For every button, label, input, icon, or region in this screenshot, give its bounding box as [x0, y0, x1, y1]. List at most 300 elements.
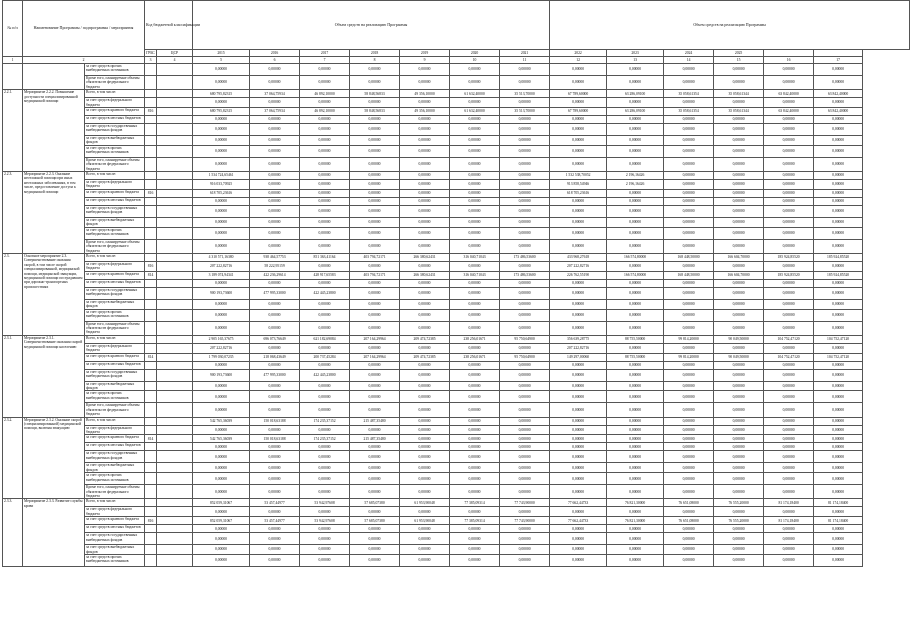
amount-cell: 0,00000 — [764, 451, 814, 463]
amount-cell: 852 059,31067 — [193, 517, 250, 525]
amount-cell: 0,00000 — [500, 555, 550, 567]
amount-cell: 0,00000 — [450, 343, 500, 353]
amount-cell: 0,00000 — [400, 403, 450, 417]
amount-cell: 900 193,73600 — [193, 287, 250, 299]
amount-cell: 0,00000 — [250, 172, 300, 180]
amount-cell: 0,00000 — [450, 180, 500, 190]
grbs-code: 816 — [145, 517, 157, 525]
amount-cell: 0,00000 — [714, 189, 764, 197]
csr-code — [157, 64, 193, 76]
amount-cell: 0,00000 — [607, 417, 664, 425]
amount-cell: 0,00000 — [664, 287, 714, 299]
csr-code — [157, 76, 193, 90]
amount-cell: 0,00000 — [450, 309, 500, 321]
amount-cell: 49 356,10000 — [400, 90, 450, 98]
table-row — [3, 180, 910, 190]
funding-source: за счет средств государственных внебюджетных фондов — [85, 369, 145, 381]
amount-cell: 0,00000 — [764, 172, 814, 180]
funding-source: Всего, в том числе: — [85, 499, 145, 507]
csr-code — [157, 381, 193, 391]
csr-code — [157, 108, 193, 116]
amount-cell: 0,00000 — [714, 435, 764, 443]
amount-cell: 0,00000 — [764, 227, 814, 239]
budget-table — [2, 0, 910, 567]
csr-code — [157, 172, 193, 180]
amount-cell: 0,00000 — [814, 391, 863, 403]
amount-cell: 0,00000 — [450, 473, 500, 485]
amount-cell: 0,00000 — [450, 545, 500, 555]
amount-cell: 0,00000 — [350, 98, 400, 108]
amount-cell: 0,00000 — [814, 309, 863, 321]
amount-cell: 209 474,72385 — [400, 353, 450, 361]
amount-cell: 0,00000 — [664, 525, 714, 533]
funding-source: Всего, в том числе: — [85, 335, 145, 343]
amount-cell: 0,00000 — [250, 533, 300, 545]
amount-cell: 35 058,61344 — [714, 90, 764, 98]
grbs-code — [145, 239, 157, 253]
amount-cell: 0,00000 — [814, 361, 863, 369]
column-index-cell: 5 — [193, 57, 250, 64]
amount-cell: 207 222,82716 — [193, 261, 250, 271]
amount-cell: 0,00000 — [607, 98, 664, 108]
grbs-code — [145, 391, 157, 403]
amount-cell: 0,00000 — [300, 64, 350, 76]
grbs-code — [145, 157, 157, 171]
csr-code — [157, 443, 193, 451]
csr-code — [157, 533, 193, 545]
amount-cell: 0,00000 — [714, 533, 764, 545]
amount-cell: 0,00000 — [764, 425, 814, 435]
amount-cell: 0,00000 — [400, 343, 450, 353]
amount-cell: 166 604,70000 — [714, 253, 764, 261]
amount-cell: 0,00000 — [300, 545, 350, 555]
amount-cell: 0,00000 — [350, 217, 400, 227]
column-index-cell: 7 — [300, 57, 350, 64]
table-row — [3, 545, 910, 555]
amount-cell: 0,00000 — [350, 116, 400, 124]
amount-cell: 0,00000 — [664, 343, 714, 353]
amount-cell: 0,00000 — [350, 525, 400, 533]
amount-cell: 0,00000 — [500, 136, 550, 146]
column-index-cell: 9 — [400, 57, 450, 64]
amount-cell: 0,00000 — [350, 189, 400, 197]
funding-source: за счет средств прочих внебюджетных источников — [85, 145, 145, 157]
table-row — [3, 299, 910, 309]
amount-cell: 76 555,20000 — [714, 499, 764, 507]
amount-cell: 0,00000 — [550, 197, 607, 205]
amount-cell: 0,00000 — [764, 76, 814, 90]
amount-cell: 81 174,18400 — [764, 499, 814, 507]
amount-cell: 916 033,70925 — [193, 180, 250, 190]
amount-cell: 0,00000 — [550, 417, 607, 425]
funding-source: Кроме того, планируемые объемы обязательств федерального бюджета — [85, 76, 145, 90]
row-number: 2.3.2. — [3, 417, 23, 499]
table-row — [3, 517, 910, 525]
amount-cell: 266 380,62431 — [400, 253, 450, 261]
amount-cell: 0,00000 — [400, 136, 450, 146]
amount-cell: 2 196,16426 — [607, 172, 664, 180]
amount-cell: 61 953,90048 — [400, 499, 450, 507]
amount-cell: 104 752,47120 — [764, 335, 814, 343]
amount-cell: 0,00000 — [500, 172, 550, 180]
amount-cell: 0,00000 — [714, 525, 764, 533]
amount-cell: 0,00000 — [607, 239, 664, 253]
amount-cell: 0,00000 — [193, 391, 250, 403]
funding-source: за счет средств федерального бюджета — [85, 180, 145, 190]
table-row — [3, 335, 910, 343]
table-row — [3, 485, 910, 499]
amount-cell: 0,00000 — [193, 443, 250, 451]
amount-cell: 0,00000 — [500, 299, 550, 309]
grbs-code — [145, 361, 157, 369]
grbs-code — [145, 525, 157, 533]
funding-source: за счет средств прочих внебюджетных источников — [85, 555, 145, 567]
funding-source: за счет средств внебюджетных фондов — [85, 381, 145, 391]
amount-cell: 0,00000 — [400, 172, 450, 180]
amount-cell: 0,00000 — [400, 369, 450, 381]
grbs-code — [145, 321, 157, 335]
amount-cell: 0,00000 — [350, 239, 400, 253]
grbs-code — [145, 417, 157, 425]
funding-source: за счет средств краевого бюджета — [85, 435, 145, 443]
grbs-code — [145, 145, 157, 157]
amount-cell: 58 848,56833 — [350, 108, 400, 116]
amount-cell: 0,00000 — [714, 64, 764, 76]
grbs-code — [145, 533, 157, 545]
amount-cell: 0,00000 — [714, 124, 764, 136]
amount-cell: 0,00000 — [450, 227, 500, 239]
amount-cell: 0,00000 — [814, 205, 863, 217]
amount-cell: 0,00000 — [607, 507, 664, 517]
amount-cell: 0,00000 — [764, 525, 814, 533]
amount-cell: 0,00000 — [500, 451, 550, 463]
amount-cell: 0,00000 — [764, 361, 814, 369]
amount-cell: 0,00000 — [250, 217, 300, 227]
amount-cell: 99 814,20000 — [664, 353, 714, 361]
amount-cell: 0,00000 — [500, 381, 550, 391]
amount-cell: 53 942,97608 — [300, 517, 350, 525]
funding-source: за счет средств федерального бюджета — [85, 98, 145, 108]
grbs-code — [145, 172, 157, 180]
amount-cell: 0,00000 — [664, 545, 714, 555]
amount-cell: 0,00000 — [400, 189, 450, 197]
amount-cell: 0,00000 — [300, 391, 350, 403]
amount-cell: 0,00000 — [300, 321, 350, 335]
amount-cell: 0,00000 — [500, 239, 550, 253]
amount-cell: 0,00000 — [607, 64, 664, 76]
amount-cell: 0,00000 — [607, 116, 664, 124]
amount-cell: 0,00000 — [450, 525, 500, 533]
funding-source: за счет средств прочих внебюджетных источников — [85, 227, 145, 239]
amount-cell: 0,00000 — [714, 116, 764, 124]
funding-source: за счет средств прочих внебюджетных источников — [85, 64, 145, 76]
amount-cell: 0,00000 — [607, 136, 664, 146]
row-number — [3, 64, 23, 90]
amount-cell: 46 892,10000 — [300, 90, 350, 98]
amount-cell: 0,00000 — [714, 309, 764, 321]
amount-cell: 0,00000 — [350, 205, 400, 217]
header-year: 2017 — [300, 50, 350, 57]
funding-source: Кроме того, планируемые объемы обязательств федерального бюджета — [85, 485, 145, 499]
amount-cell: 0,00000 — [193, 507, 250, 517]
grbs-code — [145, 545, 157, 555]
amount-cell: 0,00000 — [714, 227, 764, 239]
table-row — [3, 525, 910, 533]
amount-cell: 696 073,76649 — [250, 335, 300, 343]
table-row — [3, 145, 910, 157]
amount-cell: 0,00000 — [764, 533, 814, 545]
amount-cell: 0,00000 — [814, 473, 863, 485]
table-row — [3, 239, 910, 253]
amount-cell: 0,00000 — [664, 309, 714, 321]
csr-code — [157, 473, 193, 485]
amount-cell: 166 604,70000 — [714, 271, 764, 279]
amount-cell: 0,00000 — [300, 180, 350, 190]
grbs-code — [145, 98, 157, 108]
amount-cell: 0,00000 — [714, 425, 764, 435]
amount-cell: 0,00000 — [550, 309, 607, 321]
funding-source: за счет средств прочих внебюджетных источников — [85, 473, 145, 485]
amount-cell: 0,00000 — [400, 463, 450, 473]
amount-cell: 0,00000 — [300, 157, 350, 171]
csr-code — [157, 271, 193, 279]
amount-cell: 61 632,40000 — [450, 90, 500, 98]
csr-code — [157, 545, 193, 555]
column-index-cell: 15 — [714, 57, 764, 64]
amount-cell: 0,00000 — [714, 157, 764, 171]
amount-cell: 1 534 724,65461 — [193, 172, 250, 180]
amount-cell: 0,00000 — [250, 381, 300, 391]
amount-cell: 0,00000 — [664, 239, 714, 253]
amount-cell: 422 445,23800 — [300, 287, 350, 299]
grbs-code: 814 — [145, 353, 157, 361]
table-row — [3, 108, 910, 116]
funding-source: Кроме того, планируемые объемы обязательств федерального бюджета — [85, 239, 145, 253]
amount-cell: 0,00000 — [764, 545, 814, 555]
table-row — [3, 157, 910, 171]
amount-cell: 35 058,61354 — [664, 108, 714, 116]
amount-cell: 0,00000 — [607, 533, 664, 545]
amount-cell: 0,00000 — [550, 76, 607, 90]
amount-cell: 0,00000 — [814, 485, 863, 499]
grbs-code: 816 — [145, 261, 157, 271]
amount-cell: 0,00000 — [193, 76, 250, 90]
funding-source: Всего, в том числе: — [85, 172, 145, 180]
amount-cell: 0,00000 — [814, 279, 863, 287]
amount-cell: 0,00000 — [714, 197, 764, 205]
amount-cell: 35 058,61344 — [714, 108, 764, 116]
header-impl-b: Объем средств на реализацию Программы — [550, 1, 910, 50]
amount-cell: 0,00000 — [300, 443, 350, 451]
amount-cell: 477 995,33000 — [250, 369, 300, 381]
amount-cell: 0,00000 — [400, 217, 450, 227]
amount-cell: 0,00000 — [500, 485, 550, 499]
amount-cell: 0,00000 — [764, 473, 814, 485]
amount-cell: 0,00000 — [250, 227, 300, 239]
amount-cell: 0,00000 — [814, 197, 863, 205]
amount-cell: 0,00000 — [500, 425, 550, 435]
amount-cell: 0,00000 — [550, 287, 607, 299]
header-year: 2019 — [400, 50, 450, 57]
amount-cell: 0,00000 — [350, 287, 400, 299]
amount-cell: 0,00000 — [400, 473, 450, 485]
amount-cell: 852 059,31067 — [193, 499, 250, 507]
amount-cell: 0,00000 — [500, 545, 550, 555]
column-index-cell: 8 — [350, 57, 400, 64]
column-index-cell: 11 — [500, 57, 550, 64]
table-row — [3, 189, 910, 197]
amount-cell: 0,00000 — [550, 507, 607, 517]
amount-cell: 0,00000 — [764, 485, 814, 499]
amount-cell: 0,00000 — [500, 463, 550, 473]
amount-cell: 0,00000 — [400, 361, 450, 369]
csr-code — [157, 499, 193, 507]
funding-source: Кроме того, планируемые объемы обязательств федерального бюджета — [85, 321, 145, 335]
amount-cell: 403 794,72171 — [350, 253, 400, 261]
amount-cell: 0,00000 — [664, 555, 714, 567]
amount-cell: 0,00000 — [450, 435, 500, 443]
amount-cell: 0,00000 — [193, 217, 250, 227]
grbs-code — [145, 343, 157, 353]
amount-cell: 0,00000 — [400, 76, 450, 90]
amount-cell: 0,00000 — [450, 116, 500, 124]
amount-cell: 0,00000 — [814, 321, 863, 335]
amount-cell: 0,00000 — [400, 287, 450, 299]
amount-cell: 0,00000 — [400, 180, 450, 190]
amount-cell: 0,00000 — [350, 533, 400, 545]
amount-cell: 67 789,60000 — [550, 108, 607, 116]
amount-cell: 0,00000 — [350, 485, 400, 499]
amount-cell: 0,00000 — [550, 217, 607, 227]
amount-cell: 81 174,18400 — [814, 499, 863, 507]
amount-cell: 0,00000 — [250, 443, 300, 451]
amount-cell: 35 513,70000 — [500, 108, 550, 116]
amount-cell: 0,00000 — [350, 451, 400, 463]
amount-cell: 0,00000 — [500, 525, 550, 533]
amount-cell: 0,00000 — [664, 417, 714, 425]
amount-cell: 0,00000 — [764, 403, 814, 417]
amount-cell: 37 064,75934 — [250, 90, 300, 98]
amount-cell: 0,00000 — [714, 172, 764, 180]
amount-cell: 207 164,29964 — [350, 335, 400, 343]
amount-cell: 0,00000 — [607, 227, 664, 239]
amount-cell: 0,00000 — [193, 533, 250, 545]
amount-cell: 0,00000 — [814, 545, 863, 555]
amount-cell: 0,00000 — [664, 279, 714, 287]
amount-cell: 0,00000 — [500, 279, 550, 287]
amount-cell: 0,00000 — [814, 555, 863, 567]
amount-cell: 0,00000 — [814, 180, 863, 190]
amount-cell: 0,00000 — [350, 197, 400, 205]
amount-cell: 0,00000 — [500, 321, 550, 335]
amount-cell: 0,00000 — [450, 261, 500, 271]
amount-cell: 0,00000 — [814, 451, 863, 463]
amount-cell: 238 256,01671 — [450, 353, 500, 361]
amount-cell: 0,00000 — [500, 533, 550, 545]
amount-cell: 0,00000 — [300, 343, 350, 353]
amount-cell: 0,00000 — [500, 435, 550, 443]
amount-cell: 0,00000 — [450, 485, 500, 499]
amount-cell: 0,00000 — [193, 485, 250, 499]
table-row — [3, 124, 910, 136]
amount-cell: 0,00000 — [550, 555, 607, 567]
table-row — [3, 253, 910, 261]
amount-cell: 0,00000 — [400, 261, 450, 271]
amount-cell: 0,00000 — [714, 485, 764, 499]
funding-source: за счет средств государственных внебюджетных фондов — [85, 205, 145, 217]
amount-cell: 0,00000 — [250, 463, 300, 473]
csr-code — [157, 417, 193, 425]
amount-cell: 0,00000 — [350, 425, 400, 435]
amount-cell: 0,00000 — [400, 381, 450, 391]
amount-cell: 0,00000 — [193, 98, 250, 108]
amount-cell: 0,00000 — [250, 507, 300, 517]
amount-cell: 0,00000 — [300, 361, 350, 369]
amount-cell: 0,00000 — [764, 217, 814, 227]
grbs-code — [145, 425, 157, 435]
amount-cell: 0,00000 — [193, 157, 250, 171]
amount-cell: 0,00000 — [664, 124, 714, 136]
grbs-code — [145, 227, 157, 239]
amount-cell: 0,00000 — [350, 463, 400, 473]
amount-cell: 0,00000 — [193, 124, 250, 136]
amount-cell: 0,00000 — [550, 533, 607, 545]
amount-cell: 0,00000 — [400, 451, 450, 463]
amount-cell: 81 174,18400 — [814, 517, 863, 525]
amount-cell: 0,00000 — [764, 381, 814, 391]
column-index-cell: 2 — [23, 57, 145, 64]
amount-cell: 0,00000 — [450, 172, 500, 180]
funding-source: Всего, в том числе: — [85, 417, 145, 425]
table-row — [3, 381, 910, 391]
header-csr: ЦСР — [157, 50, 193, 57]
amount-cell: 0,00000 — [250, 545, 300, 555]
amount-cell: 0,00000 — [450, 425, 500, 435]
grbs-code — [145, 299, 157, 309]
amount-cell: 0,00000 — [664, 172, 714, 180]
amount-cell: 0,00000 — [450, 451, 500, 463]
amount-cell: 0,00000 — [664, 321, 714, 335]
amount-cell: 0,00000 — [500, 361, 550, 369]
amount-cell: 76 555,20000 — [714, 517, 764, 525]
csr-code — [157, 157, 193, 171]
csr-code — [157, 261, 193, 271]
grbs-code — [145, 555, 157, 567]
amount-cell: 166 574,80000 — [607, 271, 664, 279]
amount-cell: 0,00000 — [193, 403, 250, 417]
measure-name: Мероприятие 2.3.1. Совершенствование оказания скорой медицинской помощи населению — [23, 335, 85, 417]
measure-name — [23, 64, 85, 90]
amount-cell: 0,00000 — [607, 369, 664, 381]
amount-cell: 0,00000 — [350, 124, 400, 136]
csr-code — [157, 239, 193, 253]
amount-cell: 0,00000 — [300, 485, 350, 499]
amount-cell: 2 196,16426 — [607, 180, 664, 190]
amount-cell: 0,00000 — [664, 473, 714, 485]
grbs-code — [145, 369, 157, 381]
amount-cell: 913 858,54946 — [550, 180, 607, 190]
amount-cell: 0,00000 — [400, 64, 450, 76]
amount-cell: 0,00000 — [764, 124, 814, 136]
csr-code — [157, 507, 193, 517]
amount-cell: 0,00000 — [714, 299, 764, 309]
amount-cell: 90 049,50000 — [714, 335, 764, 343]
amount-cell: 0,00000 — [350, 403, 400, 417]
grbs-code — [145, 205, 157, 217]
amount-cell: 0,00000 — [450, 279, 500, 287]
amount-cell: 0,00000 — [550, 321, 607, 335]
amount-cell: 0,00000 — [300, 261, 350, 271]
